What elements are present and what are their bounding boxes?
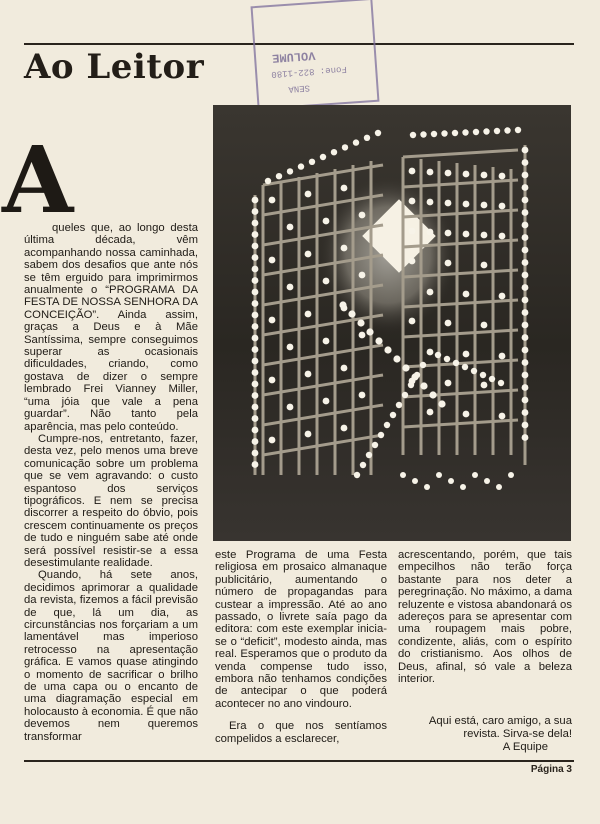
light-bulb (522, 322, 529, 329)
light-bulb (359, 212, 366, 219)
light-bulb (375, 337, 382, 344)
light-bulb (305, 431, 312, 438)
light-bulb (522, 247, 529, 254)
light-bulb (305, 191, 312, 198)
stamp-line-1: VOLUME (271, 47, 316, 65)
paragraph: Cumpre-nos, entretanto, fazer, desta vez, pelo menos uma breve comunicação sobre um problema que se vem agravando: o custo espantoso dos serviços tipográficos. E nem se precisa discorrer a respeito do óbvio, pois crescem continuamente os preços de tudo e ninguém sabe até onde será possível resistir-se a essa desestimulante realidade. (24, 432, 198, 569)
light-bulb (522, 222, 529, 229)
light-bulb (441, 130, 447, 136)
light-bulb (522, 359, 529, 366)
light-bulb (484, 478, 490, 484)
light-bulb (252, 243, 259, 250)
light-bulb (320, 154, 326, 160)
light-bulb (252, 369, 259, 376)
light-bulb (480, 372, 486, 378)
light-bulb (359, 392, 366, 399)
light-bulb (287, 344, 294, 351)
light-bulb (276, 173, 282, 179)
light-bulb (396, 402, 402, 408)
light-bulb (463, 291, 470, 298)
light-bulb (360, 462, 366, 468)
light-bulb (252, 300, 259, 307)
light-bulb (435, 352, 441, 358)
stamp-line-3: SENA (288, 82, 311, 94)
light-bulb (252, 438, 259, 445)
light-bulb (499, 203, 506, 210)
light-bulb (445, 200, 452, 207)
light-bulb (252, 381, 259, 388)
light-bulb (448, 478, 454, 484)
paragraph: queles que, ao longo desta última década, vêm acompanhando nossa caminhada, sabem dos desafios que ante nós se têm erguido para imprimirmos anualmente o “PROGRAMA DA FESTA DE NOSSA SENHORA DA CONCEIÇÃO”. Ainda assim, graças a Deus e à Mãe Santíssima, sempre conseguimos superar as ocasionais dificuldades, criando, como gostava de dizer o sempre lembrado Frei Vianney Miller, “uma jóia que vale a pena guardar”. Não tanto pela aparência, mas pelo conteúdo. (24, 222, 198, 433)
light-bulb (342, 144, 348, 150)
light-bulb (252, 266, 259, 273)
light-bulb (445, 380, 452, 387)
light-bulb (427, 289, 434, 296)
light-bulb (411, 373, 418, 380)
light-bulb (252, 277, 259, 284)
light-bulb (384, 422, 390, 428)
light-bulb (252, 231, 259, 238)
light-bulb (481, 262, 488, 269)
light-bulb (427, 409, 434, 416)
light-bulb (409, 258, 416, 265)
church-facade-photo (213, 105, 571, 541)
light-bulb (298, 163, 304, 169)
light-bulb (463, 171, 470, 178)
light-bulb (252, 254, 259, 261)
light-bulb (305, 311, 312, 318)
light-bulb (400, 472, 406, 478)
light-bulb (427, 349, 434, 356)
light-bulb (522, 434, 529, 441)
light-bulb (427, 199, 434, 206)
light-bulb (462, 364, 468, 370)
light-bulb (522, 234, 529, 241)
light-bulb (305, 251, 312, 258)
light-bulb (522, 272, 529, 279)
light-bulb (522, 159, 529, 166)
light-bulb (445, 230, 452, 237)
light-bulb (427, 229, 434, 236)
light-bulb (481, 202, 488, 209)
light-bulb (366, 328, 373, 335)
light-bulb (508, 472, 514, 478)
light-bulb (252, 415, 259, 422)
light-bulb (522, 197, 529, 204)
closing-line: Aqui está, caro amigo, a sua revista. Sirva-se dela! (428, 715, 572, 741)
light-bulb (481, 382, 488, 389)
light-bulb (463, 201, 470, 208)
light-bulb (522, 347, 529, 354)
light-bulb (402, 392, 408, 398)
light-bulb (515, 127, 521, 133)
light-bulb (265, 178, 271, 184)
light-bulb (522, 372, 529, 379)
light-bulb (359, 272, 366, 279)
light-bulb (339, 301, 346, 308)
light-bulb (522, 334, 529, 341)
library-stamp (251, 0, 380, 110)
light-bulb (252, 450, 259, 457)
text-column-1 (24, 222, 198, 743)
light-bulb (436, 472, 442, 478)
light-bulb (522, 309, 529, 316)
light-bulb (522, 384, 529, 391)
text-column-3 (398, 549, 572, 754)
light-bulb (393, 355, 400, 362)
light-bulb (444, 356, 450, 362)
page-title: Ao Leitor (24, 47, 205, 87)
light-bulb (364, 135, 370, 141)
light-bulb (445, 170, 452, 177)
paragraph: acrescentando, porém, que tais empecilhos não terão força bastante para nos deter a peregrinação. No máximo, a dama reluzente e vistosa abandonará os adereços para se apresentar com uma roupagem mais pobre, condizente, aliás, com o espírito do cristianismo. Aos olhos de Deus, afinal, só vale a beleza interior. (398, 549, 572, 686)
light-bulb (252, 358, 259, 365)
paragraph: este Programa de uma Festa religiosa em prosaico almanaque publicitário, aumentando o número de propagandas para custear a impressão. Até ao ano passado, o livrete saía pago da editora: com este exemplar inicia-se o “deficit”, modesto ainda, mas real. Esperamos que o produto da venda compense tudo isso, embora não tenhamos condições de antecipar o que poderá acontecer no ano vindouro. (215, 549, 387, 710)
light-bulb (472, 472, 478, 478)
light-bulb (408, 382, 414, 388)
light-bulb (354, 472, 360, 478)
light-bulb (357, 319, 364, 326)
light-bulb (522, 422, 529, 429)
stamp-line-2: Fone: 822-1180 (270, 63, 348, 80)
light-bulb (483, 128, 489, 134)
light-bulb (323, 398, 330, 405)
light-bulb (341, 365, 348, 372)
light-bulb (522, 209, 529, 216)
light-bulb (323, 278, 330, 285)
light-bulb (522, 172, 529, 179)
light-bulb (499, 353, 506, 360)
light-bulb (341, 425, 348, 432)
light-bulb (462, 129, 468, 135)
light-bulb (420, 362, 426, 368)
light-bulb (463, 231, 470, 238)
light-bulb (287, 224, 294, 231)
light-bulb (287, 284, 294, 291)
light-bulb (452, 130, 458, 136)
light-bulb (252, 427, 259, 434)
light-bulb (252, 404, 259, 411)
light-bulb (427, 169, 434, 176)
light-bulb (353, 139, 359, 145)
light-bulb (496, 484, 502, 490)
light-bulb (269, 197, 276, 204)
light-bulb (445, 260, 452, 267)
light-bulb (473, 129, 479, 135)
light-bulb (252, 220, 259, 227)
light-bulb (499, 173, 506, 180)
light-bulb (522, 397, 529, 404)
light-bulb (323, 218, 330, 225)
light-bulb (481, 172, 488, 179)
light-bulb (348, 310, 355, 317)
drop-cap: A (2, 126, 74, 234)
page-number: Página 3 (530, 764, 572, 775)
light-bulb (252, 461, 259, 468)
light-bulb (390, 412, 396, 418)
light-bulb (420, 131, 426, 137)
light-bulb (269, 257, 276, 264)
light-bulb (471, 368, 477, 374)
light-bulb (402, 364, 409, 371)
light-bulb (504, 127, 510, 133)
light-bulb (252, 289, 259, 296)
light-bulb (453, 360, 459, 366)
light-bulb (269, 437, 276, 444)
light-bulb (522, 147, 529, 154)
light-bulb (252, 323, 259, 330)
light-bulb (384, 346, 391, 353)
light-bulb (424, 484, 430, 490)
light-bulb (375, 130, 381, 136)
light-bulb (409, 198, 416, 205)
light-bulb (252, 197, 259, 204)
light-bulb (489, 376, 495, 382)
light-bulb (252, 312, 259, 319)
light-bulb (366, 452, 372, 458)
light-bulb (420, 382, 427, 389)
light-bulb (522, 259, 529, 266)
light-bulb (341, 185, 348, 192)
light-bulb (359, 332, 366, 339)
light-bulb (269, 377, 276, 384)
light-bulb (409, 168, 416, 175)
light-bulb (287, 168, 293, 174)
light-bulb (499, 293, 506, 300)
light-bulb (522, 284, 529, 291)
light-bulb (378, 432, 384, 438)
light-bulb (481, 322, 488, 329)
light-bulb (323, 338, 330, 345)
light-bulb (410, 132, 416, 138)
signature: A Equipe (502, 741, 548, 754)
light-bulb (252, 346, 259, 353)
text-column-2 (215, 549, 387, 745)
light-bulb (499, 233, 506, 240)
light-bulb (372, 442, 378, 448)
light-bulb (309, 159, 315, 165)
light-bulb (438, 400, 445, 407)
light-bulb (412, 478, 418, 484)
light-bulb (429, 391, 436, 398)
paragraph: Quando, há sete anos, decidimos aprimorar a qualidade da revista, fizemos a fácil previsão de que, lá um dia, as circunstâncias nos forçariam a um lamentável mas imperioso retrocesso na apresentação gráfica. E vamos quase atingindo o momento de sacrificar o brilho de uma capa ou o encanto de uma diagramação especial em holocausto à economia. É que não devemos nem queremos transformar (24, 569, 198, 743)
light-bulb (498, 380, 504, 386)
light-bulb (305, 371, 312, 378)
light-bulb (252, 208, 259, 215)
light-bulb (445, 320, 452, 327)
light-bulb (252, 392, 259, 399)
light-bulb (252, 335, 259, 342)
light-bulb (409, 318, 416, 325)
light-bulb (494, 128, 500, 134)
light-bulb (499, 413, 506, 420)
light-bulb (460, 484, 466, 490)
light-bulb (431, 131, 437, 137)
illuminated-facade-icon (213, 105, 571, 541)
light-bulb (522, 184, 529, 191)
light-bulb (331, 149, 337, 155)
paragraph: Era o que nos sentíamos compelidos a esclarecer, (215, 720, 387, 745)
light-bulb (463, 351, 470, 358)
light-bulb (522, 297, 529, 304)
light-bulb (522, 409, 529, 416)
light-bulb (409, 228, 416, 235)
light-bulb (269, 317, 276, 324)
bottom-rule (24, 760, 574, 762)
light-bulb (481, 232, 488, 239)
light-bulb (287, 404, 294, 411)
light-bulb (463, 411, 470, 418)
light-bulb (341, 245, 348, 252)
